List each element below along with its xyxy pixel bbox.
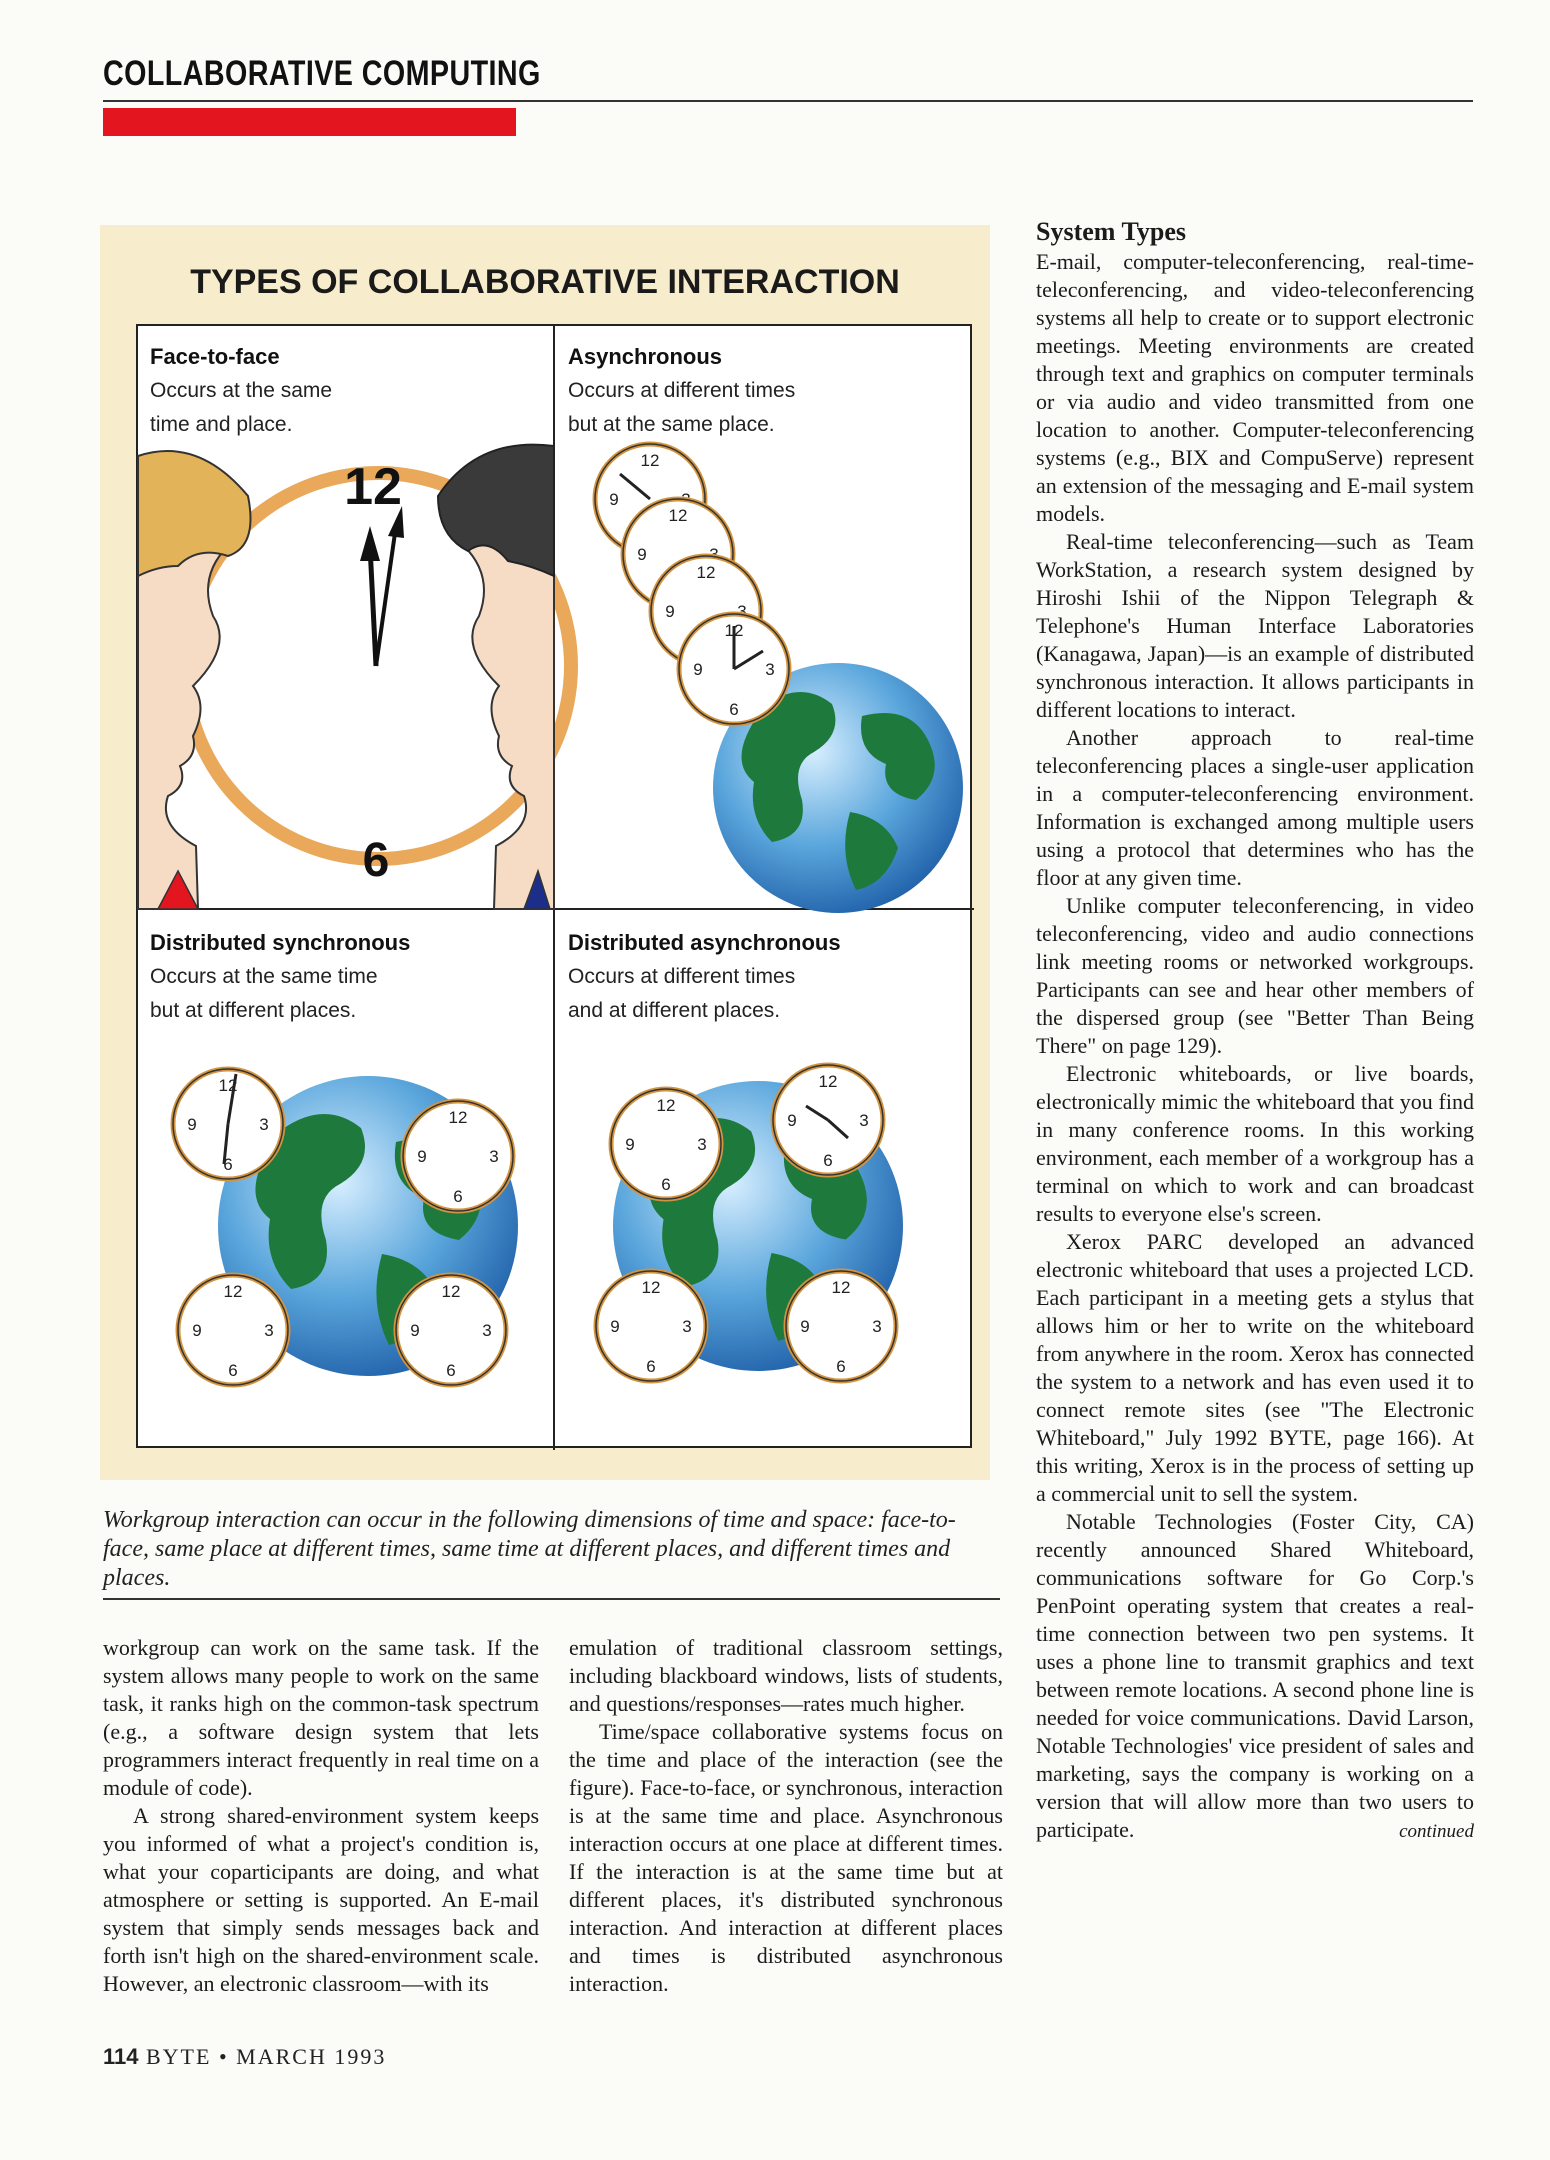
distributed-asynchronous-illustration <box>596 1065 903 1381</box>
article-column-1 <box>103 1634 539 1998</box>
svg-text:12: 12 <box>344 458 402 516</box>
figure-title: TYPES OF COLLABORATIVE INTERACTION <box>190 263 900 301</box>
quadrant-distributed-asynchronous-line1: Occurs at different times <box>568 965 796 988</box>
quadrant-distributed-asynchronous-line2: and at different places. <box>568 999 781 1022</box>
quadrant-asynchronous-line1: Occurs at different times <box>568 379 796 402</box>
quadrant-distributed-synchronous-line1: Occurs at the same time <box>150 965 378 988</box>
quadrant-asynchronous-line2: but at the same place. <box>568 413 775 436</box>
quadrant-face-to-face-line2: time and place. <box>150 413 293 436</box>
paragraph: Xerox PARC developed an advanced electronic whiteboard that uses a projected LCD. Each participant in a meeting gets a stylus that allows him or her to write on the whiteboard from anywhere in the room. Xerox has connected the system to a network and has even used it to connect remote sites (see "The Electronic Whiteboard," July 1992 BYTE, page 166). At this writing, Xerox is in the process of setting up a commercial unit to sell the system. <box>1036 1229 1474 1506</box>
quadrant-distributed-asynchronous-heading: Distributed asynchronous <box>568 930 841 955</box>
page-number: 114 <box>103 2044 139 2069</box>
paragraph: Time/space collaborative systems focus on the time and place of the interaction (see the figure). Face-to-face, or synchronous, interaction is at the same time and place. Asynchronous interaction occurs at one place at different times. If the interaction is at the same time but at different places, it's distributed synchronous interaction. And interaction at different places and times is distributed asynchronous interaction. <box>569 1719 1003 1996</box>
quadrant-distributed-synchronous-heading: Distributed synchronous <box>150 930 411 955</box>
footer-separator: • <box>218 2044 229 2069</box>
figure-caption: Workgroup interaction can occur in the following dimensions of time and space: face-to-face, same place at different times, same time at different places, and different times and places. <box>103 1507 956 1591</box>
continued-label: continued <box>1399 1821 1474 1842</box>
page-footer <box>103 2044 386 2070</box>
paragraph: emulation of traditional classroom settings, including blackboard windows, lists of students, and questions/responses—rates much higher. <box>569 1635 1003 1716</box>
distributed-synchronous-illustration <box>173 1069 518 1385</box>
section-title: COLLABORATIVE COMPUTING <box>103 54 541 93</box>
magazine-name: BYTE <box>146 2044 212 2069</box>
quadrant-asynchronous-heading: Asynchronous <box>568 344 723 369</box>
paragraph: Unlike computer teleconferencing, in video teleconferencing, video and audio connections link meeting rooms or networked workgroups. Participants can see and hear other members of the dispersed group (see "Better Than Being There" on page 129). <box>1036 893 1474 1058</box>
red-accent-bar <box>103 108 516 136</box>
figure-illustration: 12 3 6 9 12 6 <box>138 326 974 1450</box>
header-rule <box>103 100 1473 102</box>
figure-panel <box>97 225 990 1480</box>
system-types-heading: System Types <box>1036 217 1186 246</box>
issue-date: MARCH 1993 <box>236 2044 387 2069</box>
paragraph: A strong shared-environment system keeps you informed of what a project's condition is, what your coparticipants are doing, and what atmosphere or setting is supported. An E-mail system that simply sends messages back and forth isn't high on the shared-environment scale. However, an electronic classroom—with its <box>103 1803 539 1996</box>
caption-rule <box>103 1598 1000 1600</box>
face-to-face-illustration <box>138 445 578 909</box>
paragraph: E-mail, computer-teleconferencing, real-time-teleconferencing, and video-teleconferencing systems all help to create or to support electronic meetings. Meeting environments are created through text and graphics on computer terminals or via audio and video transmitted from one location to another. Computer-teleconferencing systems (e.g., BIX and CompuServe) represent an extension of the messaging and E-mail system models. <box>1036 249 1474 526</box>
paragraph: workgroup can work on the same task. If the system allows many people to work on the same task, it ranks high on the common-task spectrum (e.g., a software design system that lets programmers interact frequently in real time on a module of code). <box>103 1635 539 1800</box>
asynchronous-illustration <box>595 444 963 913</box>
quadrant-face-to-face-line1: Occurs at the same <box>150 379 333 402</box>
article-column-3 <box>1036 216 1474 1846</box>
paragraph: Another approach to real-time teleconferencing places a single-user application in a computer-teleconferencing environment. Information is exchanged among multiple users using a protocol that determines who has the floor at any given time. <box>1036 725 1474 890</box>
paragraph: Electronic whiteboards, or live boards, electronically mimic the whiteboard that you find in many conference rooms. In this working environment, each member of a workgroup has a terminal on which to work and can broadcast results to everyone else's screen. <box>1036 1061 1474 1226</box>
svg-text:6: 6 <box>362 834 390 887</box>
paragraph: Real-time teleconferencing—such as Team WorkStation, a research system designed by Hiroshi Ishii of the Nippon Telegraph & Telephone's Human Interface Laboratories (Kanagawa, Japan)—is an example of distributed synchronous interaction. It allows participants in different locations to interact. <box>1036 529 1474 722</box>
quadrant-distributed-synchronous-line2: but at different places. <box>150 999 357 1022</box>
paragraph: Notable Technologies (Foster City, CA) recently announced Shared Whiteboard, communications software for Go Corp.'s PenPoint operating system that creates a real-time connection between two pen systems. It uses a phone line to transmit graphics and text between remote locations. A second phone line is needed for voice communications. David Larson, Notable Technologies' vice president of sales and marketing, says the company is working on a version that will allow more than two users to participate. <box>1036 1509 1474 1842</box>
quadrant-face-to-face-heading: Face-to-face <box>150 344 280 369</box>
article-column-2 <box>569 1634 1003 1998</box>
